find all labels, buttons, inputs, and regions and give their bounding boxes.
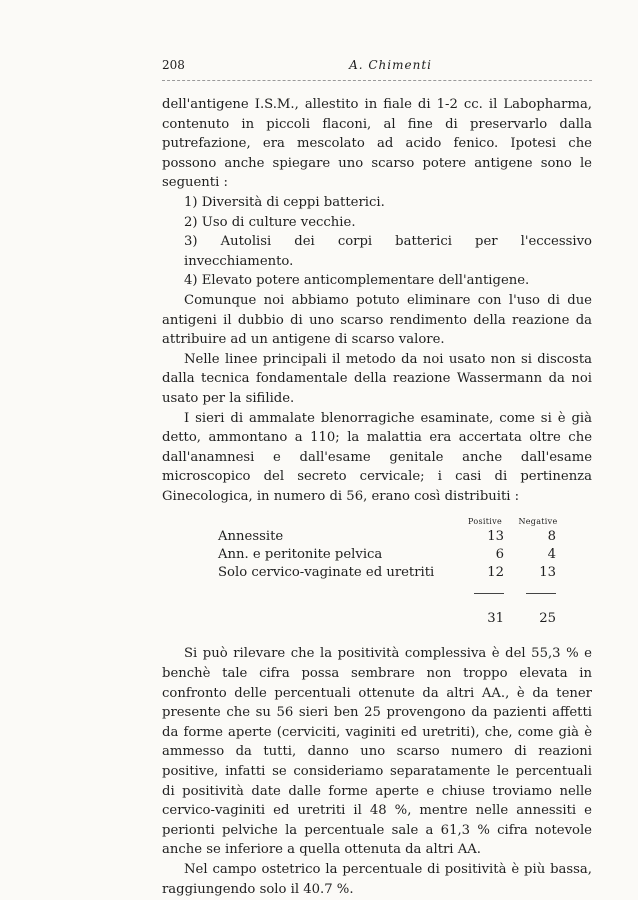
- table-row: [218, 564, 566, 582]
- row-negative: 8: [547, 529, 556, 545]
- distribution-table: [218, 516, 566, 628]
- row-label: Ann. e peritonite pelvica: [218, 547, 383, 563]
- row-label: Solo cervico-vaginate ed uretriti: [218, 565, 435, 581]
- paragraph-3: Nelle linee principali il metodo da noi usato non si discosta dalla tecnica fondamentale della reazione Wassermann da noi usato per la sifilide.: [162, 351, 592, 406]
- table-row: [218, 528, 566, 546]
- running-title: A. Chimenti: [349, 58, 432, 72]
- sum-rule: [526, 593, 556, 594]
- page-number: 208: [162, 58, 185, 72]
- paragraph-2: Comunque noi abbiamo potuto eliminare con l'uso di due antigeni il dubbio di uno scarso rendimento della reazione da attribuire ad un antigene di scarso valore.: [162, 292, 592, 348]
- list-item-2: 2) Uso di culture vecchie.: [184, 214, 356, 230]
- col-positive: Positive: [468, 517, 502, 527]
- paragraph-1: dell'antigene I.S.M., allestito in fiale di 1-2 cc. il Labopharma, contenuto in piccoli flaconi, al fine di preservarlo dalla putrefazione, era mescolato ad acido fenico. Ipotesi che possono anche spiegare uno scarso potere antigene sono le seguenti :: [162, 97, 592, 191]
- row-label: Annessite: [218, 529, 284, 545]
- header-rule: [162, 80, 592, 81]
- page-body: [162, 58, 592, 899]
- running-head: [162, 58, 592, 76]
- paragraph-5: Si può rilevare che la positività complessiva è del 55,3 % e benchè tale cifra possa sembrare non troppo elevata in confronto delle percentuali ottenute da altri AA., è da tener presente che su 56 sieri ben 25 provengono da pazienti affetti da forme aperte (cerviciti, vaginiti ed uretriti), che, come già è ammesso da tutti, danno uno scarso numero di reazioni positive, infatti se consideriamo separatamente le percentuali di positività date dalle forme aperte e chiuse troviamo nelle cervico-vaginiti ed uretriti il 48 %, mentre nelle annessiti e perionti pelviche la percentuale sale a 61,3 % cifra notevole anche se inferiore a quella ottenuta da altri AA.: [162, 646, 592, 858]
- paragraph-4: I sieri di ammalate blenorragiche esaminate, come si è già detto, ammontano a 110; la malattia era accertata oltre che dall'anamnesi e dall'esame genitale anche dall'esame microscopico del secreto cervicale; i casi di pertinenza Ginecologica, in numero di 56, erano così distribuiti :: [162, 410, 592, 504]
- row-positive: 13: [487, 529, 504, 545]
- total-row: [218, 600, 566, 628]
- row-negative: 13: [539, 565, 556, 581]
- row-positive: 6: [495, 547, 504, 563]
- paragraph-6: Nel campo ostetrico la percentuale di positività è più bassa, raggiungendo solo il 40.7 %.: [162, 862, 592, 897]
- row-negative: 4: [547, 547, 556, 563]
- list-item-3: 3) Autolisi dei corpi batterici per l'eccessivo invecchiamento.: [184, 234, 592, 269]
- row-positive: 12: [487, 565, 504, 581]
- list-item-1: 1) Diversità di ceppi batterici.: [184, 194, 385, 210]
- col-negative: Negative: [518, 517, 558, 527]
- table-row: [218, 546, 566, 564]
- table-header-row: [218, 516, 566, 528]
- total-positive: 31: [487, 611, 504, 627]
- total-negative: 25: [539, 611, 556, 627]
- sum-rule: [474, 593, 504, 594]
- list-item-4: 4) Elevato potere anticomplementare dell'antigene.: [184, 273, 530, 289]
- sum-rule-row: [218, 582, 566, 600]
